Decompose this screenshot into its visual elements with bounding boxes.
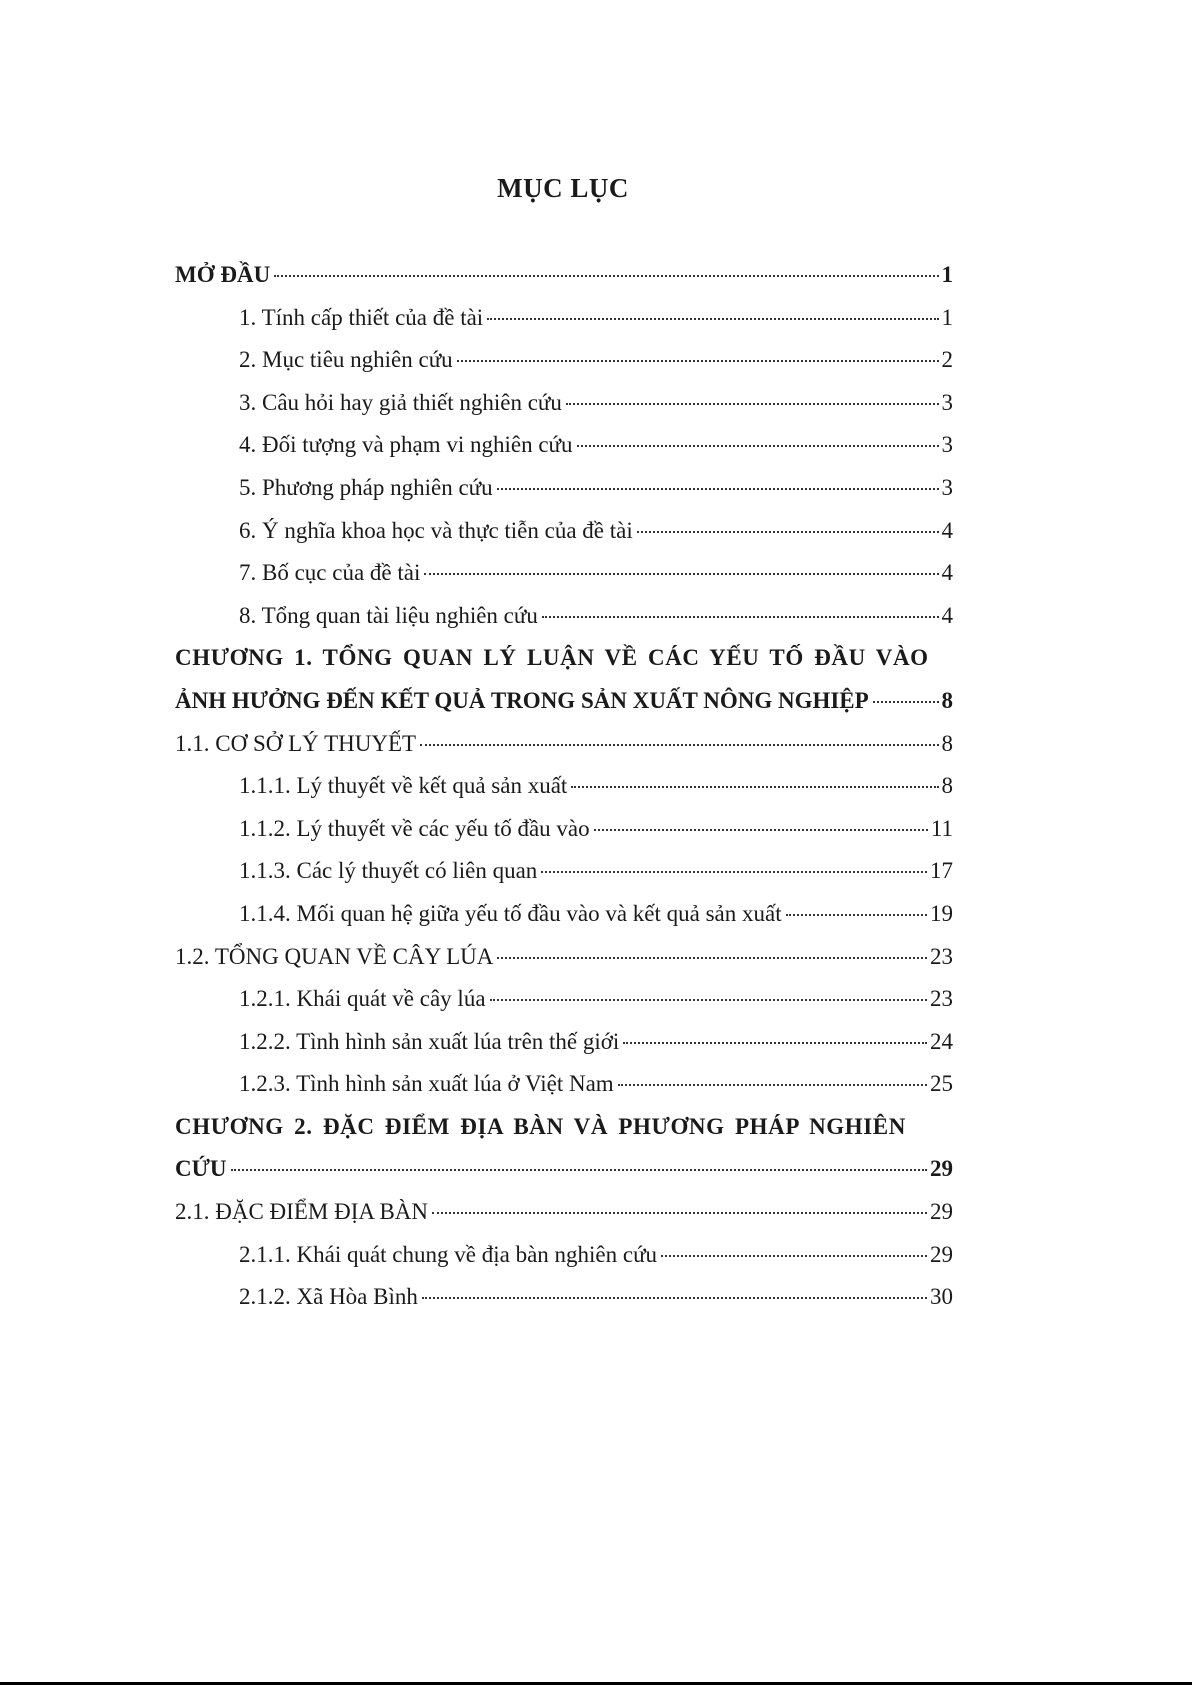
toc-entry [175, 1156, 953, 1199]
toc-entry-text: ẢNH HƯỞNG ĐẾN KẾT QUẢ TRONG SẢN XUẤT NÔNG NGHIỆP [175, 687, 869, 713]
toc-entry-text: 2.1. ĐẶC ĐIỂM ĐỊA BÀN [175, 1199, 428, 1225]
dot-leader [424, 573, 938, 575]
toc-entry [175, 1071, 953, 1114]
toc-entry-text: 2.1.2. Xã Hòa Bình [239, 1284, 418, 1310]
toc-entry [175, 858, 953, 901]
dot-leader [497, 957, 927, 959]
toc-page-number: 25 [930, 1071, 953, 1097]
toc-entry-text: 1.1.2. Lý thuyết về các yếu tố đầu vào [239, 815, 590, 841]
toc-entry [175, 305, 953, 348]
toc-entry-text: CHƯƠNG 1. TỔNG QUAN LÝ LUẬN VỀ CÁC YẾU TỐ ĐẦU VÀO [175, 645, 929, 671]
toc-entry [175, 1114, 953, 1157]
toc-entry [175, 773, 953, 816]
toc-entry [175, 603, 953, 646]
toc-entry [175, 901, 953, 944]
dot-leader [661, 1255, 927, 1257]
toc-page-number: 17 [930, 858, 953, 884]
dot-leader [497, 488, 939, 490]
toc-entry [175, 390, 953, 433]
toc-page-number: 23 [930, 986, 953, 1012]
dot-leader [231, 1169, 927, 1171]
dot-leader [542, 616, 939, 618]
toc-page-number: 2 [941, 347, 953, 373]
toc-entry-text: 1.2.2. Tình hình sản xuất lúa trên thế giới [239, 1028, 620, 1054]
toc-page-number: 8 [941, 773, 953, 799]
toc-page-number: 11 [930, 815, 953, 841]
toc-page-number: 29 [930, 1199, 953, 1225]
toc-page-number: 24 [930, 1028, 953, 1054]
page-title: MỤC LỤC [497, 173, 629, 203]
dot-leader [487, 318, 938, 320]
toc-entry-text: 1.2.3. Tình hình sản xuất lúa ở Việt Nam [239, 1071, 614, 1097]
toc-page-number: 8 [941, 730, 953, 756]
dot-leader [594, 829, 928, 831]
dot-leader [566, 403, 939, 405]
toc-entry [175, 731, 953, 774]
toc-entry-text: 1.2.1. Khái quát về cây lúa [239, 986, 486, 1012]
toc-entry [175, 1199, 953, 1242]
dot-leader [637, 531, 939, 533]
dot-leader [623, 1042, 927, 1044]
toc-page-number: 1 [941, 262, 953, 287]
toc-entry [175, 816, 953, 859]
toc-entry [175, 1029, 953, 1072]
toc-entry-text: 1.1.3. Các lý thuyết có liên quan [239, 858, 538, 884]
toc-entry [175, 432, 953, 475]
toc-page-number: 8 [941, 687, 953, 713]
toc-page-number: 4 [941, 560, 953, 586]
toc-entry [175, 262, 953, 305]
toc-entry-text: 3. Câu hỏi hay giả thiết nghiên cứu [239, 389, 562, 415]
toc-page-number: 29 [930, 1156, 953, 1182]
toc-entry-text: CỨU [175, 1156, 227, 1182]
toc-entry-text: 5. Phương pháp nghiên cứu [239, 474, 493, 500]
toc-entry [175, 475, 953, 518]
dot-leader [571, 786, 938, 788]
dot-leader [490, 999, 927, 1001]
toc-entry [175, 1242, 953, 1285]
toc-entry [175, 944, 953, 987]
toc-entry [175, 518, 953, 561]
toc-entry-text: 2.1.1. Khái quát chung về địa bàn nghiên cứu [239, 1241, 658, 1267]
toc-entry-text: 1.1.4. Mối quan hệ giữa yếu tố đầu vào và kết quả sản xuất [239, 900, 782, 926]
toc-page-number: 4 [941, 602, 953, 628]
toc-entry-text: 1. Tính cấp thiết của đề tài [239, 304, 484, 330]
toc-entry [175, 1284, 953, 1327]
toc-entry [175, 347, 953, 390]
toc-entry [175, 688, 953, 731]
toc-entry-text: 4. Đối tượng và phạm vi nghiên cứu [239, 432, 573, 458]
toc-entry [175, 986, 953, 1029]
toc-entry-text: 6. Ý nghĩa khoa học và thực tiễn của đề tài [239, 517, 633, 543]
toc-entry-text: MỞ ĐẦU [175, 262, 271, 287]
toc-entry [175, 560, 953, 603]
toc-entry-text: 7. Bố cục của đề tài [239, 560, 421, 586]
toc-entry-text: 1.1.1. Lý thuyết về kết quả sản xuất [239, 773, 568, 799]
toc-entry-text: 2. Mục tiêu nghiên cứu [239, 347, 453, 373]
toc-entry-text: CHƯƠNG 2. ĐẶC ĐIỂM ĐỊA BÀN VÀ PHƯƠNG PHÁP NGHIÊN [175, 1113, 906, 1139]
table-of-contents [175, 262, 953, 1327]
dot-leader [577, 445, 939, 447]
toc-page-number: 23 [930, 943, 953, 969]
dot-leader [873, 701, 939, 703]
toc-page-number: 3 [941, 474, 953, 500]
toc-entry-text: 8. Tổng quan tài liệu nghiên cứu [239, 602, 538, 628]
dot-leader [432, 1212, 927, 1214]
toc-page-number: 19 [930, 900, 953, 926]
toc-entry-text: 1.1. CƠ SỞ LÝ THUYẾT [175, 730, 417, 756]
toc-page-number: 3 [941, 432, 953, 458]
dot-leader [422, 1297, 927, 1299]
dot-leader [786, 914, 927, 916]
toc-entry-text: 1.2. TỔNG QUAN VỀ CÂY LÚA [175, 943, 494, 969]
toc-page-number: 30 [930, 1284, 953, 1310]
dot-leader [457, 360, 939, 362]
toc-page-number: 1 [941, 304, 953, 330]
toc-page-number: 3 [941, 389, 953, 415]
dot-leader [541, 871, 927, 873]
toc-entry [175, 645, 953, 688]
toc-page-number: 29 [930, 1241, 953, 1267]
dot-leader [618, 1084, 927, 1086]
toc-page-number: 4 [941, 517, 953, 543]
dot-leader [420, 744, 938, 746]
dot-leader [274, 275, 938, 277]
